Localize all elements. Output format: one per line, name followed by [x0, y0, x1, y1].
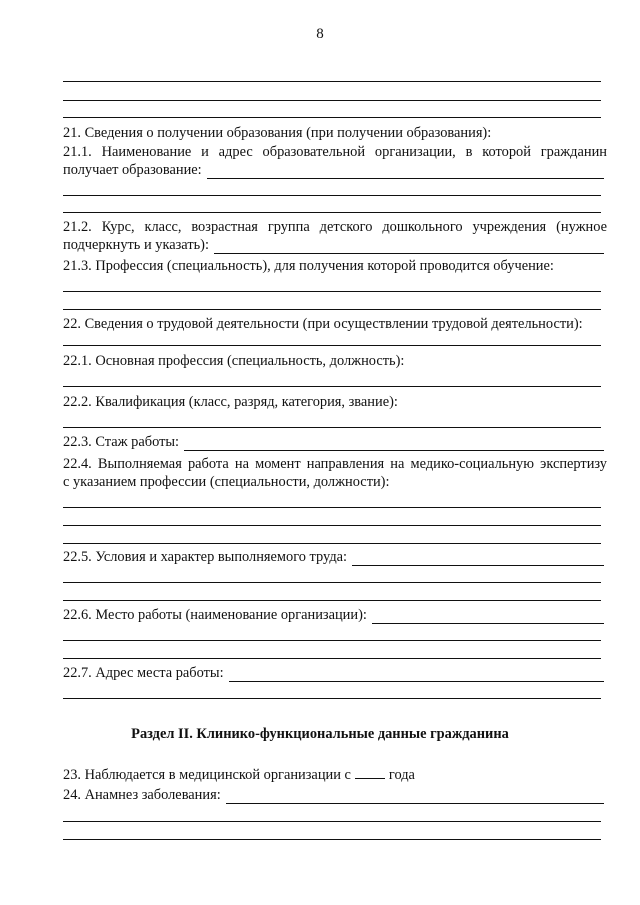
- item-24-label: 24. Анамнез заболевания:: [63, 787, 221, 803]
- fill-line: [184, 437, 604, 451]
- blank-line: [63, 309, 601, 310]
- item-22-5-label: 22.5. Условия и характер выполняемого труда:: [63, 549, 348, 565]
- blank-line: [63, 427, 601, 428]
- item-22-3-label: 22.3. Стаж работы:: [63, 434, 180, 450]
- section-2-heading: Раздел II. Клинико-функциональные данные гражданина: [131, 726, 509, 742]
- blank-line: [63, 100, 601, 101]
- blank-line: [63, 81, 601, 82]
- item-22-5-field: [63, 548, 604, 566]
- fill-line: [352, 552, 604, 566]
- blank-line: [63, 543, 601, 544]
- fill-line: [226, 790, 604, 804]
- item-22-7-field: [63, 664, 604, 682]
- item-21-1-label: получает образование:: [63, 162, 202, 178]
- item-23-label: 23. Наблюдается в медицинской организации с: [63, 767, 351, 783]
- blank-line: [63, 658, 601, 659]
- blank-line: [63, 582, 601, 583]
- item-21-2-label: подчеркнуть и указать):: [63, 237, 209, 253]
- item-22-6-label: 22.6. Место работы (наименование организации):: [63, 607, 367, 623]
- fill-line: [207, 165, 604, 179]
- blank-line: [63, 525, 601, 526]
- item-21-3: 21.3. Профессия (специальность), для получения которой проводится обучение:: [63, 258, 554, 274]
- fill-line: [372, 610, 604, 624]
- blank-line: [63, 600, 601, 601]
- item-22-3-field: [63, 433, 604, 451]
- blank-line: [63, 698, 601, 699]
- item-21-2-line1: 21.2. Курс, класс, возрастная группа детского дошкольного учреждения (нужное: [63, 219, 607, 235]
- section-21-title: 21. Сведения о получении образования (при получении образования):: [63, 125, 492, 141]
- item-21-1-field: [63, 161, 604, 179]
- item-22-4-line2: с указанием профессии (специальности, должности):: [63, 474, 390, 490]
- item-23-suffix: года: [388, 767, 415, 783]
- blank-line: [63, 386, 601, 387]
- year-fill-line: [355, 766, 385, 779]
- blank-line: [63, 291, 601, 292]
- item-22-6-field: [63, 606, 604, 624]
- item-23: [63, 766, 415, 784]
- blank-line: [63, 117, 601, 118]
- blank-line: [63, 195, 601, 196]
- fill-line: [229, 668, 604, 682]
- item-22-4-line1: 22.4. Выполняемая работа на момент направления на медико-социальную экспертизу: [63, 456, 607, 472]
- page-number: 8: [316, 26, 324, 42]
- blank-line: [63, 839, 601, 840]
- item-22-7-label: 22.7. Адрес места работы:: [63, 665, 224, 681]
- item-22-2: 22.2. Квалификация (класс, разряд, категория, звание):: [63, 394, 398, 410]
- blank-line: [63, 345, 601, 346]
- blank-line: [63, 821, 601, 822]
- fill-line: [214, 240, 604, 254]
- item-22-1: 22.1. Основная профессия (специальность, должность):: [63, 353, 405, 369]
- blank-line: [63, 507, 601, 508]
- blank-line: [63, 640, 601, 641]
- item-24-field: [63, 786, 604, 804]
- item-21-1-line1: 21.1. Наименование и адрес образовательной организации, в которой гражданин: [63, 144, 607, 160]
- blank-line: [63, 212, 601, 213]
- item-21-2-field: [63, 236, 604, 254]
- section-22-title: 22. Сведения о трудовой деятельности (при осуществлении трудовой деятельности):: [63, 316, 583, 332]
